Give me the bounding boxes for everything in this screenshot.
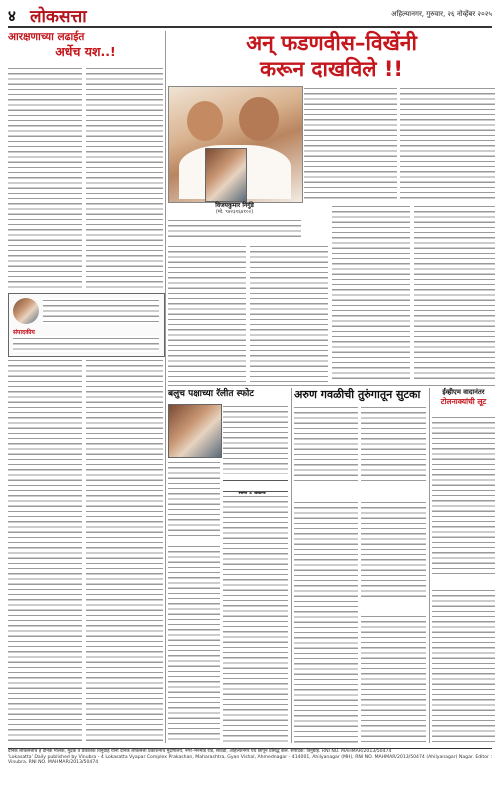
left-body-col-b bbox=[86, 66, 163, 291]
arun-body-d bbox=[361, 500, 426, 600]
left-headline-line1: आरक्षणाच्या लढाईत bbox=[8, 31, 85, 43]
lead-body-col-1 bbox=[168, 244, 246, 382]
lead-body-top-a bbox=[304, 86, 397, 201]
left-body-col-d bbox=[86, 358, 163, 743]
imprint-footer bbox=[8, 748, 492, 789]
subhead-1 bbox=[294, 490, 426, 498]
author-portrait bbox=[205, 148, 247, 202]
right-body-a bbox=[432, 415, 495, 575]
page-number: ४ bbox=[8, 7, 16, 25]
author-box-text bbox=[43, 298, 159, 324]
lead-headline-line2: करून दाखविले !! bbox=[260, 57, 403, 81]
masthead bbox=[8, 4, 492, 28]
photo-caption-sub: (मो. ९४२३१६४१००) bbox=[215, 209, 254, 215]
left-body-col-a bbox=[8, 66, 82, 291]
subhead-3 bbox=[432, 578, 495, 586]
right-headline-line2: टोलनाक्यांची लूट bbox=[440, 397, 487, 406]
right-body-b bbox=[432, 588, 495, 743]
subhead-2 bbox=[361, 604, 426, 612]
leader-face-icon bbox=[239, 97, 279, 141]
dateline: अहिल्यानगर, गुरुवार, २६ नोव्हेंबर २०२५ bbox=[391, 10, 492, 18]
lead-body-col-3 bbox=[332, 204, 410, 382]
left-body-col-c bbox=[8, 358, 82, 743]
left-headline bbox=[8, 31, 163, 63]
balu-body-b bbox=[168, 460, 220, 540]
arun-body-a bbox=[294, 405, 358, 485]
imprint-english: 'Lokasatta' Daily published by Vinubra - 4 Lokasatta Vyapar Complex Prakashan, Maharashtra, Gyan Vishal, Ahmednagar - 414001, Ahilyanagar (MH), RNI NO. MAHMAR/2013/50474 (Ahilyanagar) Nagar. Editor : Vinubra. RNI NO. MAHMAR/2013/50474 bbox=[8, 754, 492, 766]
right-headline-block bbox=[432, 388, 495, 412]
arun-body-e bbox=[361, 614, 426, 743]
arun-body-c bbox=[294, 500, 358, 743]
author-photo-icon bbox=[13, 298, 39, 324]
column-divider bbox=[165, 31, 166, 743]
lead-headline-line1: अन् फडणवीस–विखेंनी bbox=[246, 31, 417, 55]
column-divider bbox=[291, 388, 292, 743]
section-divider bbox=[168, 385, 495, 386]
arun-headline-block bbox=[294, 388, 426, 402]
balu-body-a bbox=[223, 404, 288, 474]
imprint-marathi: दैनिक लोकसत्ताचे हे दैनिक मालक, मुद्रक व प्रकाशक विनुग्राह यांनी दैनिक लोकसत्ता प्रकाशनाचे मुद्रणालय, नगर–मनमाड रोड, सावेडी, अहिल्यानगर येथे छापून प्रसिद्ध केले. संपादक: विनुग्राह. RNI NO. MAHMAR/2013/50474 bbox=[8, 749, 392, 754]
lead-body-col-2 bbox=[250, 244, 328, 382]
balu-headline-block bbox=[168, 388, 288, 402]
column-divider bbox=[429, 388, 430, 743]
lead-body-top-b bbox=[400, 86, 495, 201]
arun-headline: अरुण गवळीची तुरुंगातून सुटका bbox=[294, 388, 421, 401]
lead-intro bbox=[168, 218, 301, 240]
left-headline-line2: अर्धेच यश..! bbox=[55, 44, 116, 59]
section-marker bbox=[223, 480, 288, 492]
balu-headline: बलुच पक्षाच्या रॅलीत स्फोट bbox=[168, 389, 254, 399]
balu-photo bbox=[168, 404, 222, 458]
author-box bbox=[8, 293, 165, 357]
right-headline-line1: ईव्हीएम वादानंतर bbox=[442, 388, 485, 396]
author-name: संपादकीय bbox=[13, 329, 35, 336]
lead-body-col-4 bbox=[414, 204, 495, 382]
photo-caption: विजयकुमार निर्गुडे bbox=[215, 202, 254, 209]
photo-caption-block bbox=[168, 202, 301, 216]
arun-body-b bbox=[361, 405, 426, 485]
balu-body-d bbox=[168, 544, 220, 743]
lead-headline bbox=[168, 30, 495, 82]
leader-face-icon bbox=[187, 101, 223, 141]
balu-body-c bbox=[223, 494, 288, 743]
author-box-text-2 bbox=[13, 336, 159, 352]
paper-name: लोकसत्ता bbox=[30, 7, 87, 27]
